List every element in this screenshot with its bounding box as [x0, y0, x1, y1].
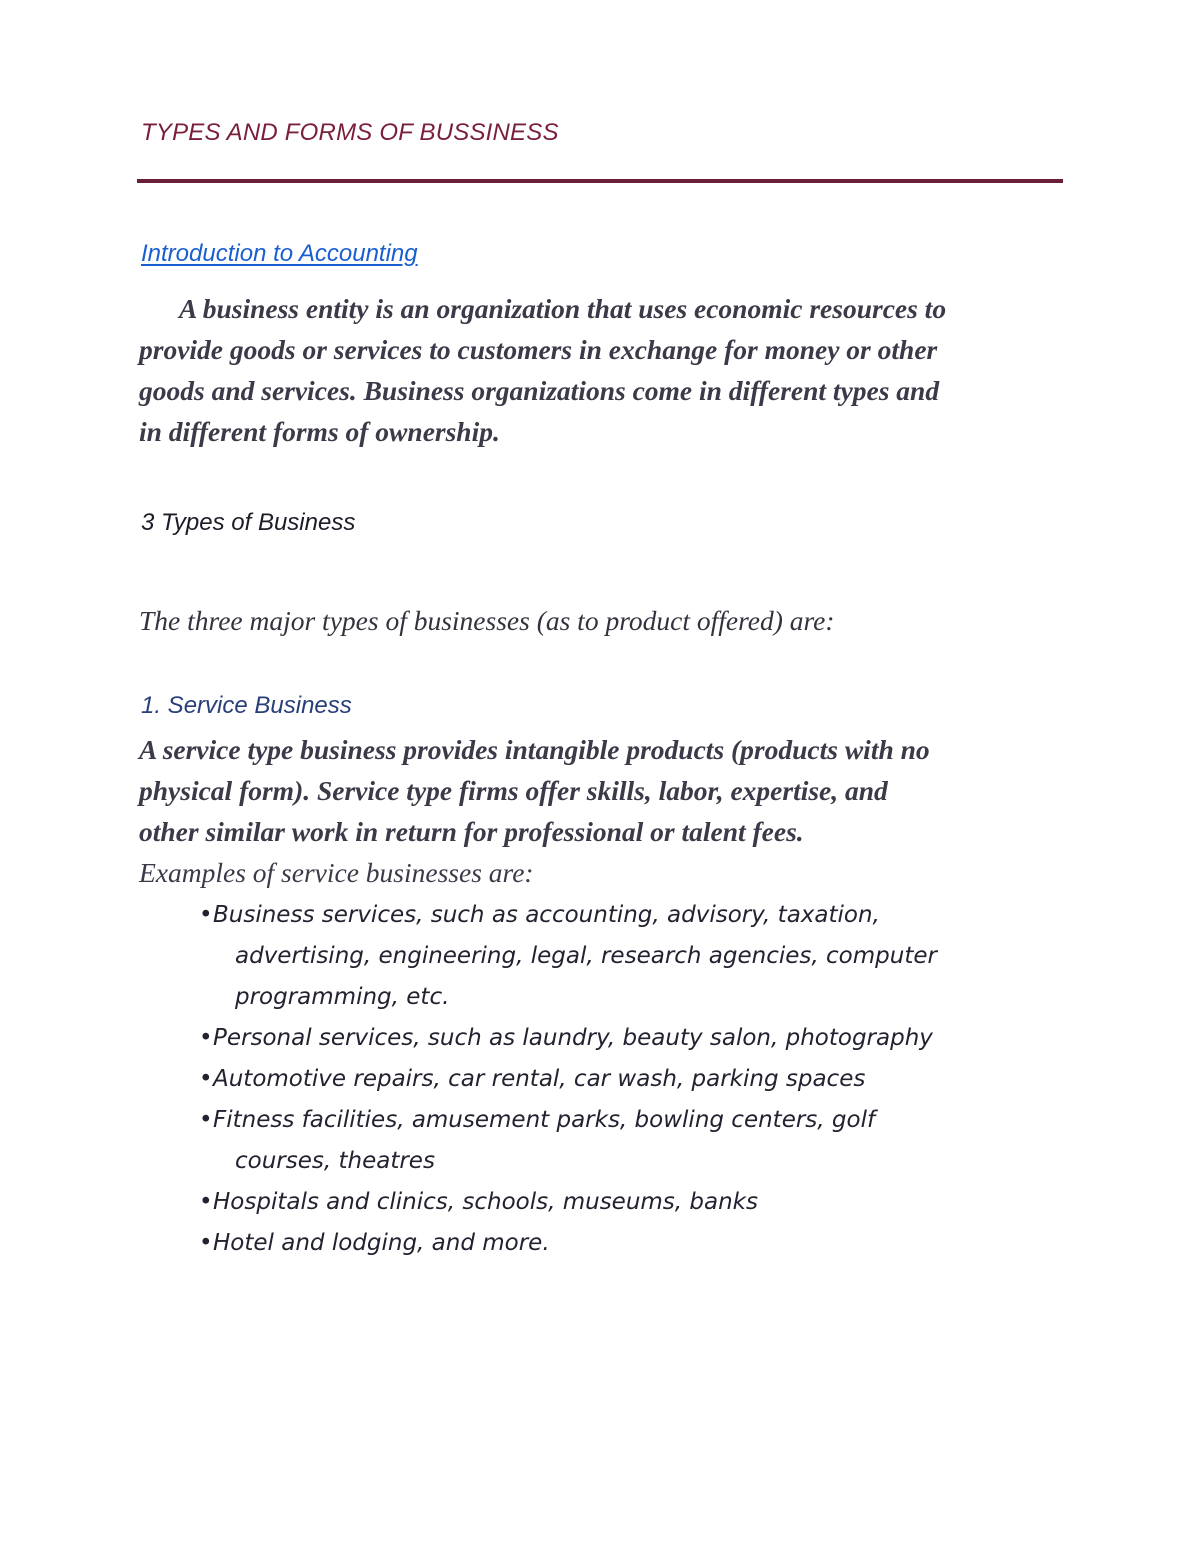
list-item-text: Hospitals and clinics, schools, museums, banks [213, 1189, 758, 1215]
intro-paragraph-line: goods and services. Business organizations come in different types and [139, 375, 940, 406]
service-paragraph-line: other similar work in return for professional or talent fees. [139, 816, 804, 847]
bullet-icon: • [199, 1107, 213, 1133]
list-item-text: Fitness facilities, amusement parks, bowling centers, golf [213, 1107, 876, 1133]
service-business-heading: 1. Service Business [141, 692, 352, 719]
service-examples-list [187, 895, 937, 1264]
list-item-text: Business services, such as accounting, advisory, taxation, [213, 902, 880, 928]
bullet-icon: • [199, 1230, 213, 1256]
list-item [187, 895, 937, 1018]
intro-paragraph [139, 288, 946, 452]
list-item-text: courses, theatres [235, 1148, 435, 1174]
service-paragraph-line: physical form). Service type firms offer skills, labor, expertise, and [139, 775, 888, 806]
bullet-icon: • [199, 1066, 213, 1092]
intro-to-accounting-link[interactable]: Introduction to Accounting [141, 240, 418, 267]
title-divider [137, 179, 1063, 183]
list-item-text: Automotive repairs, car rental, car wash, parking spaces [213, 1066, 866, 1092]
bullet-icon: • [199, 902, 213, 928]
list-item-text: programming, etc. [235, 984, 450, 1010]
types-lead-text: The three major types of businesses (as to product offered) are: [139, 605, 835, 636]
list-item [187, 1223, 937, 1264]
document-title: TYPES AND FORMS OF BUSSINESS [141, 119, 559, 146]
list-item [187, 1100, 937, 1182]
list-item-text: Personal services, such as laundry, beauty salon, photography [213, 1025, 933, 1051]
bullet-icon: • [199, 1025, 213, 1051]
list-item [187, 1059, 937, 1100]
service-paragraph-line: A service type business provides intangible products (products with no [139, 734, 930, 765]
list-item [187, 1018, 937, 1059]
intro-paragraph-line: provide goods or services to customers in exchange for money or other [139, 334, 938, 365]
intro-paragraph-line: in different forms of ownership. [139, 416, 500, 447]
intro-paragraph-line: A business entity is an organization that uses economic resources to [179, 293, 947, 324]
service-paragraph [139, 729, 930, 893]
list-item-text: advertising, engineering, legal, research agencies, computer [235, 943, 937, 969]
types-heading: 3 Types of Business [141, 509, 356, 536]
list-item-text: Hotel and lodging, and more. [213, 1230, 550, 1256]
service-paragraph-line: Examples of service businesses are: [139, 857, 534, 888]
bullet-icon: • [199, 1189, 213, 1215]
types-lead-sentence [139, 600, 835, 641]
list-item [187, 1182, 937, 1223]
